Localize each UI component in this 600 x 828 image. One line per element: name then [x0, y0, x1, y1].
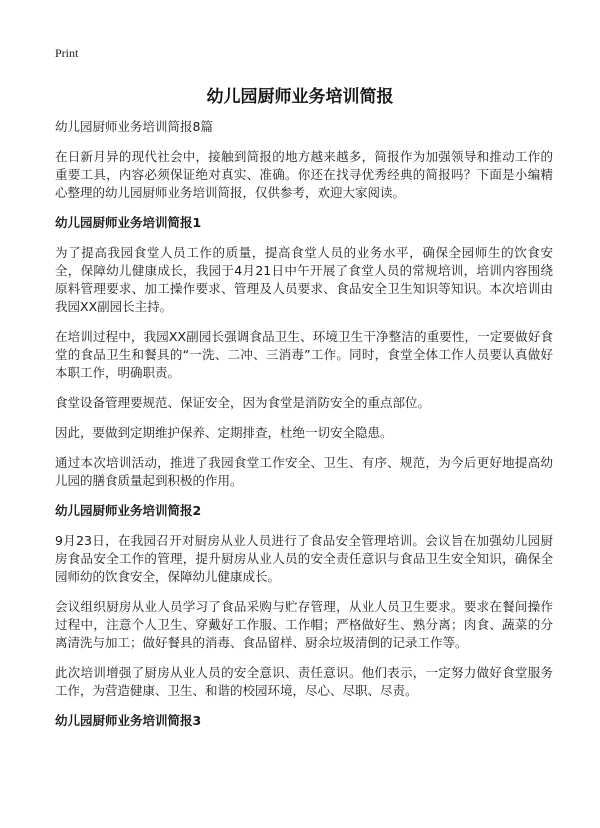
- paragraph: 9月23日，在我园召开对厨房从业人员进行了食品安全管理培训。会议旨在加强幼儿园厨房食品安全工作的管理，提升厨房从业人员的安全责任意识与食品卫生安全知识，确保全园师幼的饮食安全，保障幼儿健康成长。: [55, 533, 553, 584]
- print-link[interactable]: Print: [55, 46, 79, 60]
- paragraph: 因此，要做到定期维护保养、定期排查，杜绝一切安全隐患。: [55, 425, 393, 440]
- section-heading-3: 幼儿园厨师业务培训简报3: [55, 713, 202, 728]
- paragraph: 会议组织厨房从业人员学习了食品采购与贮存管理，从业人员卫生要求。要求在餐间操作过程中，注意个人卫生、穿戴好工作服、工作帽；严格做好生、熟分离；肉食、蔬菜的分离清洗与加工；做好餐具的消毒、食品留样、厨余垃圾清倒的记录工作等。: [55, 599, 553, 650]
- article-subtitle: 幼儿园厨师业务培训简报8篇: [55, 119, 213, 134]
- section-heading-2: 幼儿园厨师业务培训简报2: [55, 503, 202, 518]
- paragraph: 通过本次培训活动，推进了我园食堂工作安全、卫生、有序、规范，为今后更好地提高幼儿园的膳食质量起到积极的作用。: [55, 455, 553, 488]
- paragraph: 在培训过程中，我园XX副园长强调食品卫生、环境卫生干净整洁的重要性，一定要做好食堂的食品卫生和餐具的“一洗、二冲、三消毒”工作。同时，食堂全体工作人员要认真做好本职工作，明确职责。: [55, 329, 553, 380]
- page-title: 幼儿园厨师业务培训简报: [206, 87, 394, 107]
- intro-paragraph: 在日新月异的现代社会中，接触到简报的地方越来越多，简报作为加强领导和推动工作的重要工具，内容必须保证绝对真实、准确。你还在找寻优秀经典的简报吗？下面是小编精心整理的幼儿园厨师业务培训简报，仅供参考，欢迎大家阅读。: [55, 149, 553, 200]
- paragraph: 为了提高我园食堂人员工作的质量，提高食堂人员的业务水平，确保全园师生的饮食安全，保障幼儿健康成长，我园于4月21日中午开展了食堂人员的常规培训，培训内容围绕原料管理要求、加工操作要求、管理及人员要求、食品安全卫生知识等知识。本次培训由我园XX副园长主持。: [55, 245, 553, 314]
- paragraph: 此次培训增强了厨房从业人员的安全意识、责任意识。他们表示，一定努力做好食堂服务工作，为营造健康、卫生、和谐的校园环境，尽心、尽职、尽责。: [55, 665, 553, 698]
- paragraph: 食堂设备管理要规范、保证安全，因为食堂是消防安全的重点部位。: [55, 395, 431, 410]
- section-heading-1: 幼儿园厨师业务培训简报1: [55, 215, 202, 230]
- article-body: [55, 118, 553, 742]
